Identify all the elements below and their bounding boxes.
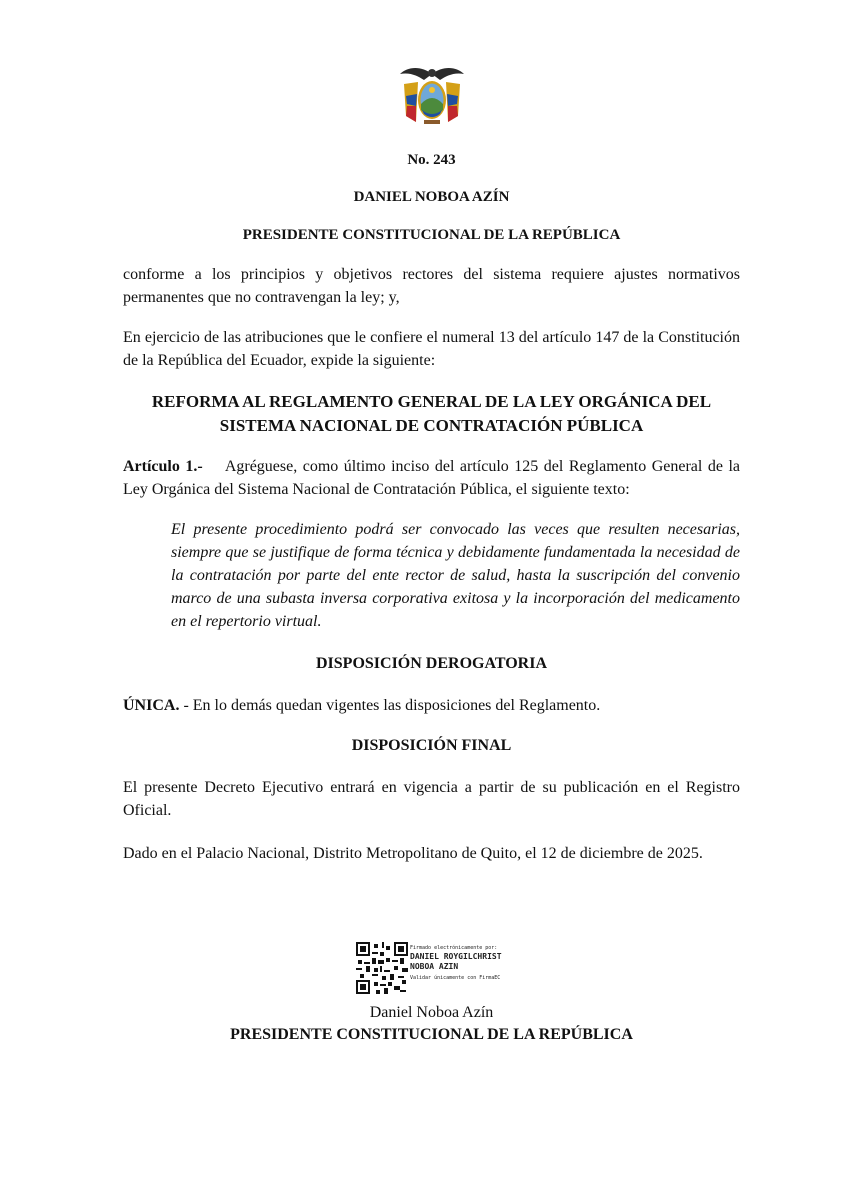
final-heading: DISPOSICIÓN FINAL: [351, 737, 512, 754]
derogatory-heading: DISPOSICIÓN DEROGATORIA: [315, 655, 547, 672]
decree-number: No. 243: [407, 152, 456, 168]
issued-at-text: Dado en el Palacio Nacional, Distrito Metropolitano de Quito, el 12 de diciembre de 2025.: [123, 845, 703, 862]
paragraph-attributions: En ejercicio de las atribuciones que le confiere el numeral 13 del artículo 147 de la Constitución de la República del Ecuador, expide la siguiente:: [123, 329, 740, 369]
qr-code-icon: [356, 942, 408, 994]
reform-title: [123, 390, 740, 438]
stamp-signed-by: Firmado electrónicamente por:: [410, 945, 498, 951]
signer-name: Daniel Noboa Azín: [369, 1004, 494, 1021]
unica-provision: [123, 694, 740, 717]
article-1: [123, 455, 740, 501]
final-provision-text: El presente Decreto Ejecutivo entrará en vigencia a partir de su publicación en el Registro Oficial.: [123, 779, 740, 819]
unica-label: ÚNICA.: [123, 697, 180, 714]
paragraph-considering: conforme a los principios y objetivos rectores del sistema requiere ajustes normativos permanentes que no contravengan la ley; y,: [123, 266, 740, 306]
electronic-signature-stamp: [410, 945, 502, 982]
signer-office: PRESIDENTE CONSTITUCIONAL DE LA REPÚBLICA: [230, 1026, 633, 1043]
ecuador-coat-of-arms-icon: [396, 60, 468, 132]
stamp-name-line2: NOBOA AZIN: [410, 962, 459, 971]
stamp-validate: Validar únicamente con FirmaEC: [410, 975, 501, 981]
president-name-header: DANIEL NOBOA AZÍN: [353, 189, 510, 205]
inserted-text-quote: El presente procedimiento podrá ser convocado las veces que resulten necesarias, siempre que se justifique de forma técnica y debidamente fundamentada la necesidad de la contratación por parte del ente rector de salud, hasta la suscripción del convenio marco de una subasta inversa corporativa exitosa y la incorporación del medicamento en el repertorio virtual.: [171, 521, 740, 630]
reform-title-line1: REFORMA AL REGLAMENTO GENERAL DE LA LEY ORGÁNICA DEL: [151, 392, 712, 411]
article-1-label: Artículo 1.-: [123, 458, 203, 475]
article-1-text: Agréguese, como último inciso del artículo 125 del Reglamento General de la Ley Orgánica del Sistema Nacional de Contratación Pública, el siguiente texto:: [123, 458, 741, 498]
stamp-name-line1: DANIEL ROYGILCHRIST: [410, 952, 502, 961]
reform-title-line2: SISTEMA NACIONAL DE CONTRATACIÓN PÚBLICA: [219, 416, 644, 435]
president-office-header: PRESIDENTE CONSTITUCIONAL DE LA REPÚBLICA: [242, 227, 621, 243]
unica-text: - En lo demás quedan vigentes las disposiciones del Reglamento.: [179, 697, 601, 714]
